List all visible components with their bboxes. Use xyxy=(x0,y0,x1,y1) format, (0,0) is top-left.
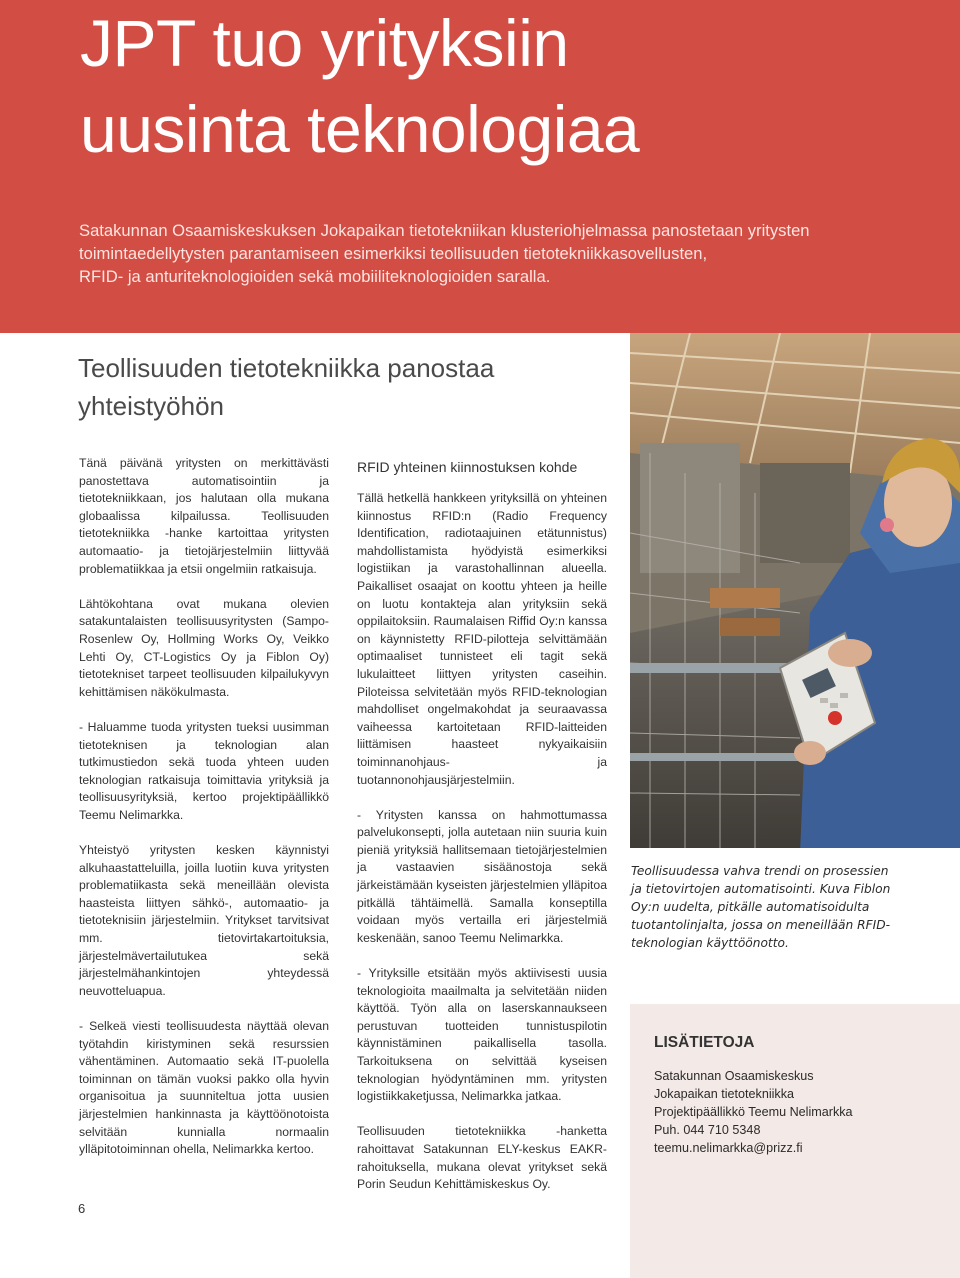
contact-organization: Satakunnan Osaamiskeskus xyxy=(654,1069,814,1083)
left-text-column xyxy=(79,455,329,1176)
section-heading-rfid: RFID yhteinen kiinnostuksen kohde xyxy=(357,459,578,475)
title-banner xyxy=(0,0,960,333)
paragraph: - Yrityksille etsitään myös aktiivisesti uusia teknologioita maailmalta ja selvitetään niiden käyttöä. Työn alla on laserskannaukseen perustuvan tuotteiden tunnistuspilotin käynnistäminen paikallisella tasolla. Tarkoituksena on selvittää kyseisen teknologian hyödyntäminen mm. yritysten logistiikkaketjussa, Nelimarkka jatkaa. xyxy=(357,966,607,1104)
paragraph: - Haluamme tuoda yritysten tueksi uusimman tietoteknisen ja teknologian alan tutkimustiedon sekä tuoda yhteen uuden teknologian ratkaisuja toimittavia yrityksiä ja teollisuusyrityksiä, kertoo projektipäällikkö Teemu Nelimarkka. xyxy=(79,719,329,822)
contact-phone: Puh. 044 710 5348 xyxy=(654,1123,761,1137)
paragraph: Tänä päivänä yritysten on merkittävästi panostettava automatisointiin ja tietotekniikkaan, jos halutaan olla mukana globaalissa kilpailussa. Teollisuuden tietotekniikka -hanke kartoittaa yritysten automaatio- ja tietojärjestelmiin liittyvää problematiikkaa ja etsii ongelmiin ratkaisuja. xyxy=(79,456,329,576)
photo-caption: Teollisuudessa vahva trendi on prosessien ja tietovirtojen automatisointi. Kuva Fiblon Oy:n uudelta, pitkälle automatisoidulta tuotantolinjalta, jossa on meneillään RFID- teknologian käyttöönotto. xyxy=(631,864,891,950)
paragraph: Tällä hetkellä hankkeen yrityksillä on yhteinen kiinnostus RFID:n (Radio Frequency Identification, radiotaajuinen etätunnistus) mahdollistamista hyödyistä esimerkiksi logistiikan ja varastohallinnan alueella. Paikalliset osaajat on koottu yhteen ja heille on luotu kontakteja alan yrityksiin sekä oppilaitoksiin. Raumalaisen Riffid Oy:n kanssa on käynnistetty RFID-pilotteja selvittämään optimaaliset tunnisteet eli tagit sekä lukulaitteet liittyen yritysten caseihin. Piloteissa selvitetään myös RFID-teknologian mahdolliset ongelmakohdat ja seuraavassa vaiheessa kartoitetaan RFID-laitteiden liittämisen haasteet nykyaikaisiin toiminnanohjaus- ja tuotannonohjausjärjestelmiin. xyxy=(357,491,607,787)
paragraph: - Selkeä viesti teollisuudesta näyttää olevan työtahdin kiristyminen sekä resurssien vähentäminen. Automaatio sekä IT-puolella toiminnan on tämän vuoksi pakko olla hyvin organisoitua ja suunniteltua jotta uusien järjestelmien hankinnasta ja käyttöönotoista selvitään kunnialla normaalin ylläpitotoiminnan ohella, Nelimarkka kertoo. xyxy=(79,1019,329,1157)
page-number: 6 xyxy=(78,1201,86,1216)
contact-list xyxy=(654,1067,853,1157)
paragraph: Lähtökohtana ovat mukana olevien satakuntalaisten teollisuusyritysten (Sampo-Rosenlew Oy, Hollming Works Oy, Veikko Lehti Oy, CT-Logistics Oy ja Fiblon Oy) tietotekniset tarpeet teollisuuden kilpailukyvyn kehittämisen näkökulmasta. xyxy=(79,596,329,699)
right-text-column xyxy=(357,458,607,1211)
paragraph: Teollisuuden tietotekniikka -hanketta rahoittavat Satakunnan ELY-keskus EAKR-rahoituksella, mukana olevat yritykset sekä Porin Seudun Kehittämiskeskus Oy. xyxy=(357,1124,607,1192)
contact-person: Projektipäällikkö Teemu Nelimarkka xyxy=(654,1105,853,1119)
paragraph: - Yritysten kanssa on hahmottumassa palvelukonsepti, jolla autetaan niin suuria kuin pieniä yrityksiä hallitsemaan tietojärjestelmien ja vastaavien sisäänostoja sekä järkeistämään kyseisten järjestelmien ylläpitoa pitkällä tähtäimellä. Samalla konseptilla voidaan myös vertailla eri järjestelmiä keskenään, sanoo Teemu Nelimarkka. xyxy=(357,807,607,945)
page-title: JPT tuo yrityksiin uusinta teknologiaa xyxy=(80,6,640,166)
info-box xyxy=(630,1004,960,1278)
article-subheading: Teollisuuden tietotekniikka panostaa yhteistyöhön xyxy=(78,353,495,421)
paragraph: Yhteistyö yritysten kesken käynnistyi alkuhaastatteluilla, joilla luotiin kuva yritysten problematiikasta sekä meneillään olevista haasteista liittyen sähkö-, automaatio- ja tietoteknisiin järjestelmiin. Yritykset tarvitsivat mm. tietovirtakartoituksia, järjestelmävertailutukea sekä järjestelmähankintojen yhteydessä neuvotteluapua. xyxy=(79,843,329,998)
lead-paragraph: Satakunnan Osaamiskeskuksen Jokapaikan tietotekniikan klusteriohjelmassa panostetaan yritysten toimintaedellytysten parantamiseen esimerkiksi teollisuuden tietotekniikkasovellusten, RFID- ja anturiteknologioiden sekä mobiiliteknologioiden saralla. xyxy=(79,221,810,286)
contact-program: Jokapaikan tietotekniikka xyxy=(654,1087,795,1101)
info-heading: LISÄTIETOJA xyxy=(654,1034,755,1051)
factory-photo xyxy=(630,333,960,848)
contact-email[interactable]: teemu.nelimarkka@prizz.fi xyxy=(654,1141,803,1155)
